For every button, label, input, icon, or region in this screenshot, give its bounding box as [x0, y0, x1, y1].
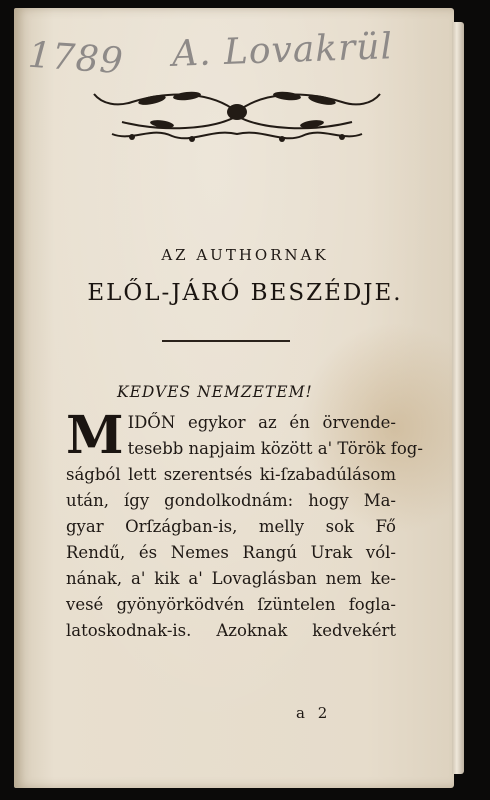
body-line: után, így gondolkodnám: hogy Ma- [66, 491, 396, 510]
divider-rule [162, 340, 290, 342]
page-edge [452, 22, 464, 774]
decorative-ornament [92, 82, 382, 146]
handwritten-year: 1789 [26, 34, 125, 83]
signature-mark: a 2 [296, 704, 332, 722]
body-line: gyar Orſzágban-is, melly sok Fő [66, 517, 396, 536]
salutation: KEDVES NEMZETEM! [117, 383, 313, 401]
body-paragraph [66, 405, 423, 644]
handwritten-title: A. Lovakrül [171, 26, 394, 75]
body-line: IDŐN egykor az én örvende- [127, 413, 396, 432]
heading-line-1: AZ AUTHORNAK [161, 246, 329, 264]
heading-line-2: ELŐL-JÁRÓ BESZÉDJE. [87, 280, 403, 306]
body-line: tesebb napjaim között a' Török fog- [127, 439, 423, 458]
body-line: vesé gyönyörködvén ſzüntelen fogla- [66, 595, 396, 614]
body-line: latoskodnak-is. Azoknak kedvekért [66, 621, 396, 640]
body-line: Rendű, és Nemes Rangú Urak vól- [66, 543, 396, 562]
handwritten-annotation [22, 20, 402, 90]
body-line: ságból lett szerentsés ki-ſzabadúlásom [66, 465, 396, 484]
drop-cap: M [66, 405, 124, 466]
body-line: nának, a' kik a' Lovaglásban nem ke- [66, 569, 396, 588]
